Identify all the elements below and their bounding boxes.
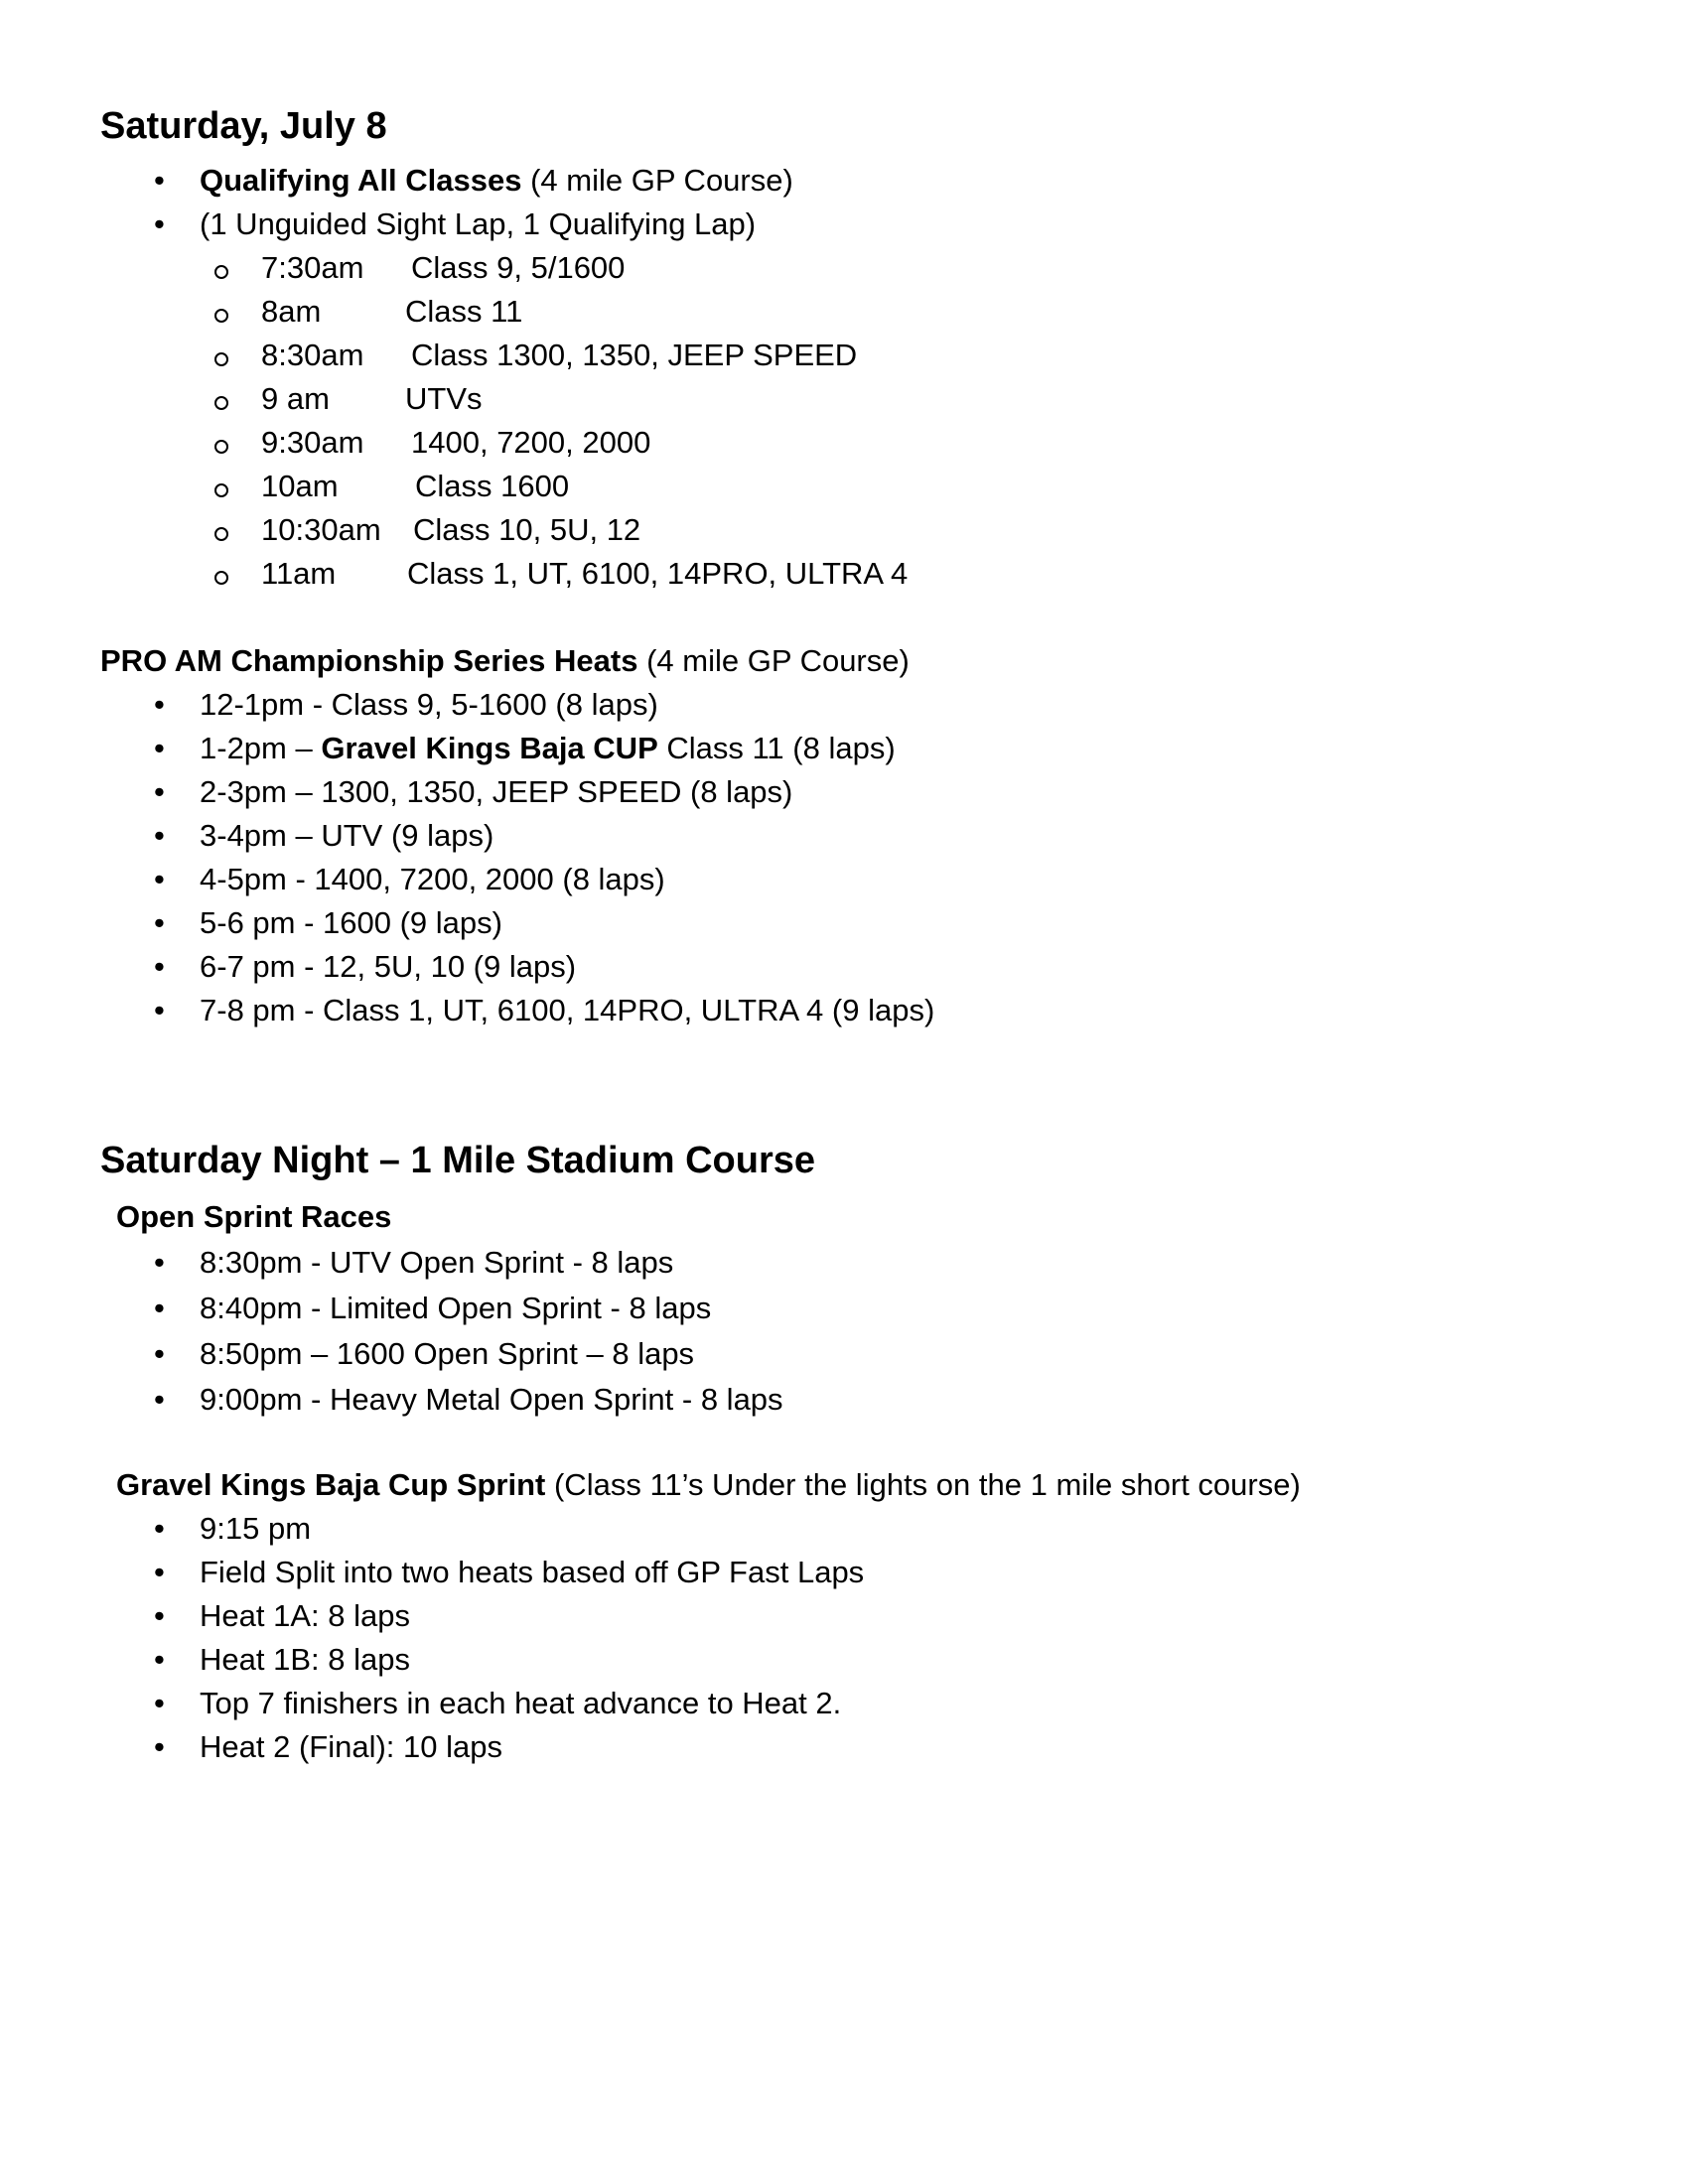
bullet-icon: • — [154, 1245, 165, 1280]
session-classes: Class 1300, 1350, JEEP SPEED — [411, 338, 858, 372]
heat-time: 1-2pm – — [200, 731, 322, 765]
list-item: 8:40pm - Limited Open Sprint - 8 laps — [200, 1291, 712, 1325]
bullet-icon: • — [154, 949, 165, 984]
bullet-icon: • — [154, 206, 165, 241]
list-item: 8:50pm – 1600 Open Sprint – 8 laps — [200, 1336, 695, 1371]
circle-bullet-icon — [214, 483, 228, 497]
session-time: 11am — [261, 556, 337, 591]
circle-bullet-icon — [214, 309, 228, 323]
bullet-icon: • — [154, 993, 165, 1027]
bullet-icon: • — [154, 1511, 165, 1546]
bullet-icon: • — [154, 1686, 165, 1720]
list-item: 2-3pm – 1300, 1350, JEEP SPEED (8 laps) — [200, 774, 793, 809]
list-item: 6-7 pm - 12, 5U, 10 (9 laps) — [200, 949, 577, 984]
session-time: 7:30am — [261, 250, 364, 285]
qualifying-course: (4 mile GP Course) — [521, 163, 793, 198]
list-item: Heat 1A: 8 laps — [200, 1598, 410, 1633]
session-classes: Class 1, UT, 6100, 14PRO, ULTRA 4 — [407, 556, 909, 591]
list-item: 5-6 pm - 1600 (9 laps) — [200, 905, 502, 940]
session-classes: Class 10, 5U, 12 — [413, 512, 641, 547]
bullet-icon: • — [154, 163, 165, 198]
circle-bullet-icon — [214, 396, 228, 410]
circle-bullet-icon — [214, 265, 228, 279]
bullet-icon: • — [154, 1336, 165, 1371]
list-item: 12-1pm - Class 9, 5-1600 (8 laps) — [200, 687, 658, 722]
bullet-icon: • — [154, 731, 165, 765]
list-item: 7-8 pm - Class 1, UT, 6100, 14PRO, ULTRA 4 (9 laps) — [200, 993, 935, 1027]
baja-cup-sprint-heading — [116, 1467, 1301, 1503]
bullet-icon: • — [154, 1382, 165, 1417]
list-item: 9:00pm - Heavy Metal Open Sprint - 8 laps — [200, 1382, 783, 1417]
circle-bullet-icon — [214, 440, 228, 454]
list-item — [200, 731, 896, 766]
circle-bullet-icon — [214, 527, 228, 541]
list-item: Heat 1B: 8 laps — [200, 1642, 410, 1677]
qualifying-line — [200, 163, 793, 199]
bullet-icon: • — [154, 1642, 165, 1677]
list-item: Top 7 finishers in each heat advance to Heat 2. — [200, 1686, 842, 1720]
circle-bullet-icon — [214, 571, 228, 585]
proam-heading — [100, 643, 910, 679]
open-sprint-heading: Open Sprint Races — [116, 1199, 392, 1234]
session-time: 10am — [261, 469, 339, 503]
bullet-icon: • — [154, 1729, 165, 1764]
session-time: 8:30am — [261, 338, 364, 372]
bullet-icon: • — [154, 1291, 165, 1325]
session-classes: UTVs — [405, 381, 483, 416]
bullet-icon: • — [154, 1555, 165, 1589]
bullet-icon: • — [154, 774, 165, 809]
list-item: Heat 2 (Final): 10 laps — [200, 1729, 502, 1764]
proam-course: (4 mile GP Course) — [637, 643, 910, 678]
bullet-icon: • — [154, 687, 165, 722]
session-time: 8am — [261, 294, 322, 329]
heat-class: Class 11 (8 laps) — [657, 731, 896, 765]
bullet-icon: • — [154, 905, 165, 940]
qualifying-label: Qualifying All Classes — [200, 163, 522, 198]
list-item: 9:15 pm — [200, 1511, 312, 1546]
session-classes: Class 1600 — [415, 469, 570, 503]
saturday-heading: Saturday, July 8 — [100, 105, 387, 147]
bullet-icon: • — [154, 1598, 165, 1633]
proam-title: PRO AM Championship Series Heats — [100, 643, 638, 678]
baja-cup-sprint-note: (Class 11’s Under the lights on the 1 mile short course) — [545, 1467, 1301, 1502]
circle-bullet-icon — [214, 352, 228, 366]
saturday-night-heading: Saturday Night – 1 Mile Stadium Course — [100, 1140, 816, 1181]
session-classes: Class 11 — [405, 294, 523, 329]
bullet-icon: • — [154, 818, 165, 853]
baja-cup-name: Gravel Kings Baja CUP — [321, 731, 658, 765]
list-item: 4-5pm - 1400, 7200, 2000 (8 laps) — [200, 862, 665, 896]
session-time: 9:30am — [261, 425, 364, 460]
list-item: Field Split into two heats based off GP Fast Laps — [200, 1555, 865, 1589]
session-time: 10:30am — [261, 512, 381, 547]
list-item: 8:30pm - UTV Open Sprint - 8 laps — [200, 1245, 674, 1280]
list-item: 3-4pm – UTV (9 laps) — [200, 818, 494, 853]
session-classes: Class 9, 5/1600 — [411, 250, 626, 285]
bullet-icon: • — [154, 862, 165, 896]
baja-cup-sprint-title: Gravel Kings Baja Cup Sprint — [116, 1467, 546, 1502]
qualifying-note: (1 Unguided Sight Lap, 1 Qualifying Lap) — [200, 206, 757, 241]
session-time: 9 am — [261, 381, 330, 416]
session-classes: 1400, 7200, 2000 — [411, 425, 651, 460]
